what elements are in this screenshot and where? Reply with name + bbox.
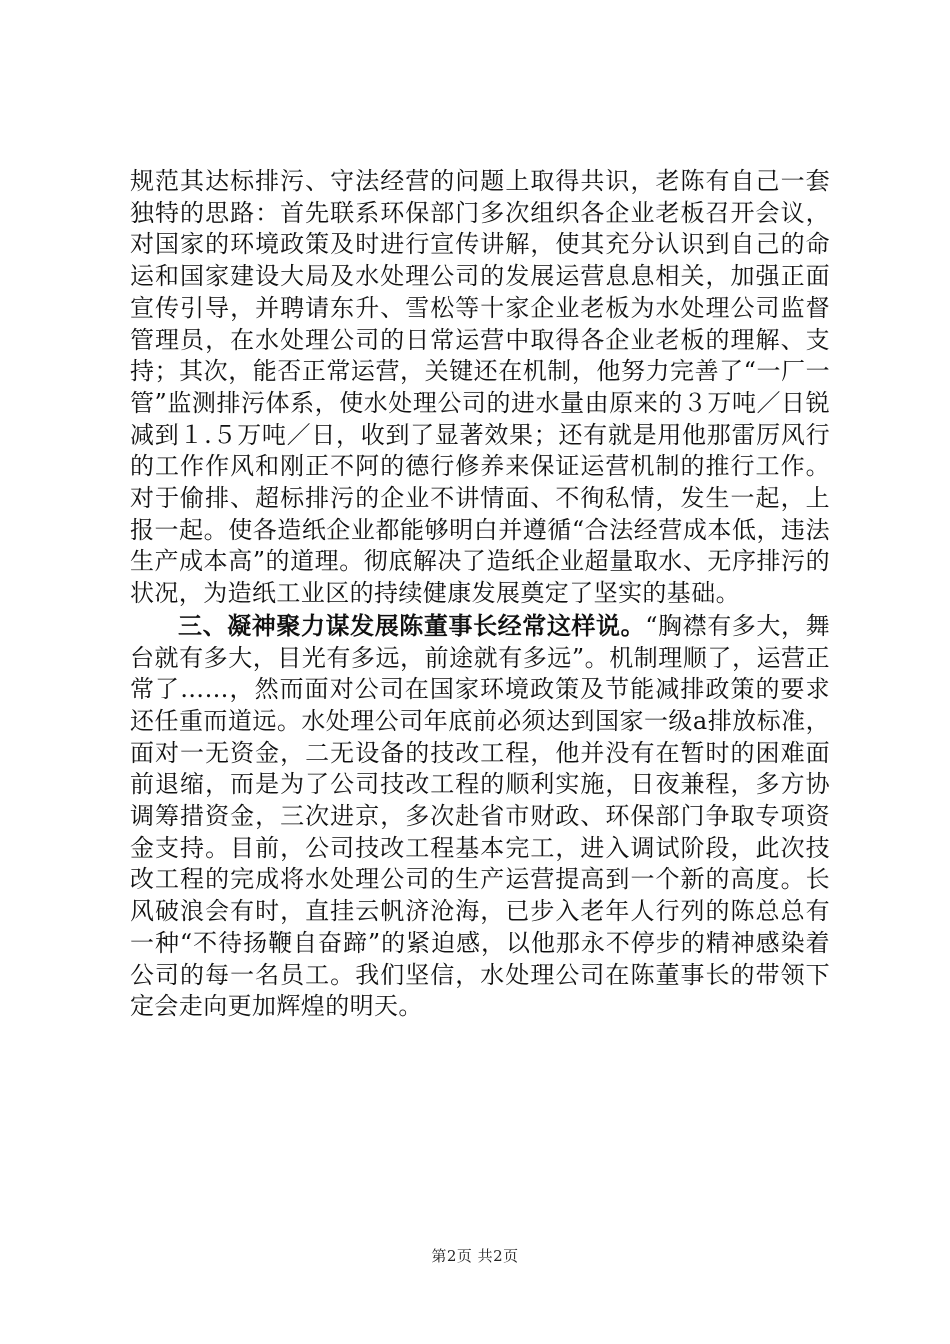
page-footer: 第2页 共2页 <box>431 1247 519 1265</box>
document-body <box>130 166 830 1023</box>
paragraph-1: 规范其达标排污、守法经营的问题上取得共识，老陈有自己一套独特的思路：首先联系环保部门多次组织各企业老板召开会议，对国家的环境政策及时进行宣传讲解，使其充分认识到自己的命运和国家建设大局及水处理公司的发展运营息息相关，加强正面宣传引导，并聘请东升、雪松等十家企业老板为水处理公司监督管理员，在水处理公司的日常运营中取得各企业老板的理解、支持；其次，能否正常运营，关键还在机制，他努力完善了“一厂一管”监测排污体系，使水处理公司的进水量由原来的３万吨／日锐减到１.５万吨／日，收到了显著效果；还有就是用他那雷厉风行的工作作风和刚正不阿的德行修养来保证运营机制的推行工作。对于偷排、超标排污的企业不讲情面、不徇私情，发生一起，上报一起。使各造纸企业都能够明白并遵循“合法经营成本低，违法生产成本高”的道理。彻底解决了造纸企业超量取水、无序排污的状况，为造纸工业区的持续健康发展奠定了坚实的基础。 <box>130 167 830 608</box>
paragraph-2-body: “胸襟有多大，舞台就有多大，目光有多远，前途就有多远”。机制理顺了，运营正常了……，然而面对公司在国家环境政策及节能减排政策的要求还任重而道远。水处理公司年底前必须达到国家一级a排放标准，面对一无资金，二无设备的技改工程，他并没有在暂时的困难面前退缩，而是为了公司技改工程的顺利实施，日夜兼程，多方协调筹措资金，三次进京，多次赴省市财政、环保部门争取专项资金支持。目前，公司技改工程基本完工，进入调试阶段，此次技改工程的完成将水处理公司的生产运营提高到一个新的高度。长风破浪会有时，直挂云帆济沧海，已步入老年人行列的陈总总有一种“不待扬鞭自奋蹄”的紧迫感，以他那永不停步的精神感染着公司的每一名员工。我们坚信，水处理公司在陈董事长的带领下定会走向更加辉煌的明天。 <box>130 611 830 1021</box>
paragraph-2 <box>130 610 830 1023</box>
section-heading-3: 三、凝神聚力谋发展陈董事长经常这样说。 <box>178 610 646 640</box>
